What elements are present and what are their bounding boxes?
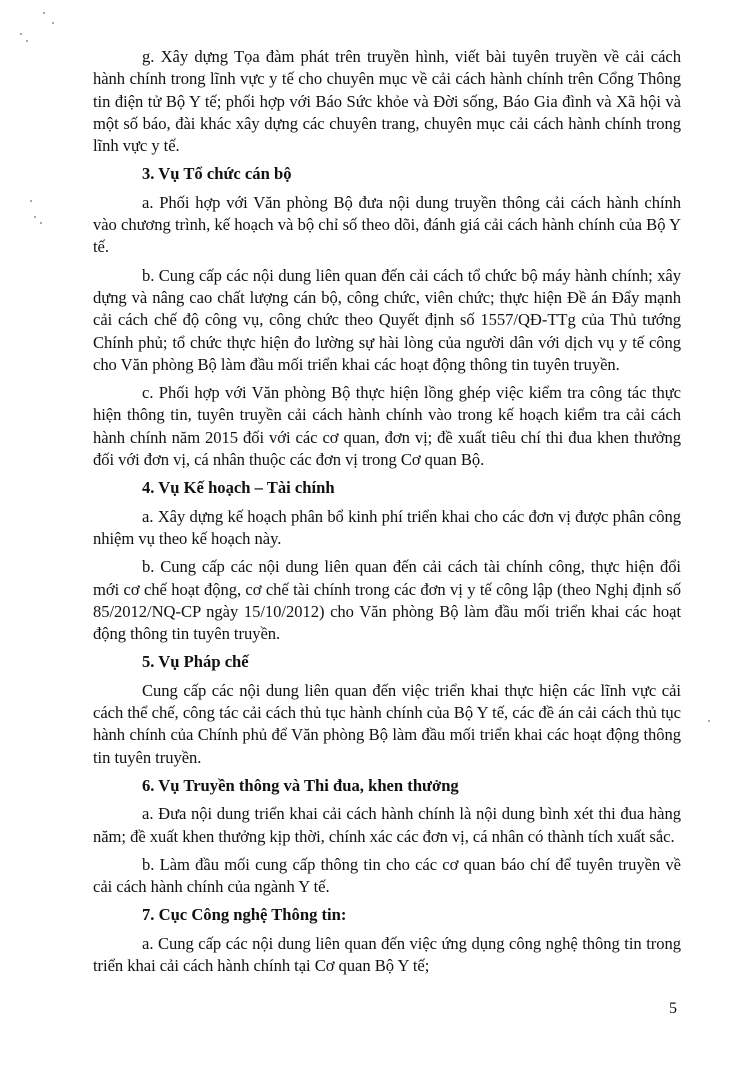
paragraph-5: Cung cấp các nội dung liên quan đến việc triển khai thực hiện các lĩnh vực cải cách thể chế, công tác cải cách thủ tục hành chính của Bộ Y tế, các đề án cải cách thủ tục hành chính của Chính phủ để Văn phòng Bộ làm đầu mối triển khai các hoạt động thông tin tuyên truyền. — [93, 680, 681, 767]
paragraph-7a: a. Cung cấp các nội dung liên quan đến việc ứng dụng công nghệ thông tin trong triển khai cải cách hành chính tại Cơ quan Bộ Y tế; — [93, 933, 681, 975]
paragraph-3b: b. Cung cấp các nội dung liên quan đến cải cách tổ chức bộ máy hành chính; xây dựng và nâng cao chất lượng cán bộ, công chức, viên chức; thực hiện Đề án Đẩy mạnh cải cách chế độ công vụ, công chức theo Quyết định số 1557/QĐ-TTg của Thủ tướng Chính phủ; tổ chức thực hiện đo lường sự hài lòng của người dân với dịch vụ y tế công cho Văn phòng Bộ làm đầu mối triển khai các hoạt động thông tin tuyên truyền. — [93, 265, 681, 374]
heading-cuc-cong-nghe-thong-tin: 7. Cục Công nghệ Thông tin: — [142, 905, 347, 925]
heading-vu-to-chuc-can-bo: 3. Vụ Tổ chức cán bộ — [142, 164, 292, 184]
scan-speck — [34, 216, 36, 218]
paragraph-2g: g. Xây dựng Tọa đàm phát trên truyền hình, viết bài tuyên truyền về cải cách hành chính trong lĩnh vực y tế cho chuyên mục về cải cách hành chính trên Cổng Thông tin điện tử Bộ Y tế; phối hợp với Báo Sức khỏe và Đời sống, Báo Gia đình và Xã hội và một số báo, đài khác xây dựng các chuyên trang, chuyên mục cải cách hành chính trong lĩnh vực y tế. — [93, 47, 681, 156]
scan-speck — [30, 200, 32, 202]
scan-speck — [708, 720, 710, 722]
paragraph-6a: a. Đưa nội dung triển khai cải cách hành chính là nội dung bình xét thi đua hàng năm; đề xuất khen thưởng kịp thời, chính xác các đơn vị, cá nhân có thành tích xuất sắc. — [93, 804, 681, 846]
paragraph-4a: a. Xây dựng kế hoạch phân bổ kinh phí triển khai cho các đơn vị được phân công nhiệm vụ theo kế hoạch này. — [93, 506, 681, 548]
paragraph-3c: c. Phối hợp với Văn phòng Bộ thực hiện lồng ghép việc kiểm tra công tác thực hiện thông tin, tuyên truyền cải cách hành chính vào trong kế hoạch kiểm tra cải cách hành chính năm 2015 đối với các cơ quan, đơn vị; đề xuất tiêu chí thi đua khen thưởng đối với đơn vị, cá nhân thuộc các đơn vị trong Cơ quan Bộ. — [93, 383, 681, 470]
scan-speck — [20, 33, 22, 35]
scan-speck — [43, 12, 45, 14]
paragraph-6b: b. Làm đầu mối cung cấp thông tin cho các cơ quan báo chí để tuyên truyền về cải cách hành chính của ngành Y tế. — [93, 854, 681, 897]
heading-vu-truyen-thong: 6. Vụ Truyền thông và Thi đua, khen thưởng — [142, 775, 459, 795]
heading-vu-phap-che: 5. Vụ Pháp chế — [142, 652, 249, 672]
document-page — [93, 46, 681, 983]
scan-speck — [26, 40, 28, 42]
paragraph-3a: a. Phối hợp với Văn phòng Bộ đưa nội dung truyền thông cải cách hành chính vào chương trình, kế hoạch và bộ chỉ số theo dõi, đánh giá cải cách hành chính của Bộ Y tế. — [93, 192, 681, 257]
page-number: 5 — [669, 1000, 677, 1017]
paragraph-4b: b. Cung cấp các nội dung liên quan đến cải cách tài chính công, thực hiện đổi mới cơ chế hoạt động, cơ chế tài chính trong các đơn vị y tế công lập (theo Nghị định số 85/2012/NQ-CP ngày 15/10/2012) cho Văn phòng Bộ làm đầu mối triển khai các hoạt động thông tin tuyên truyền. — [93, 557, 681, 644]
scan-speck — [40, 222, 42, 224]
scan-speck — [52, 22, 54, 24]
heading-vu-ke-hoach-tai-chinh: 4. Vụ Kế hoạch – Tài chính — [142, 478, 335, 498]
